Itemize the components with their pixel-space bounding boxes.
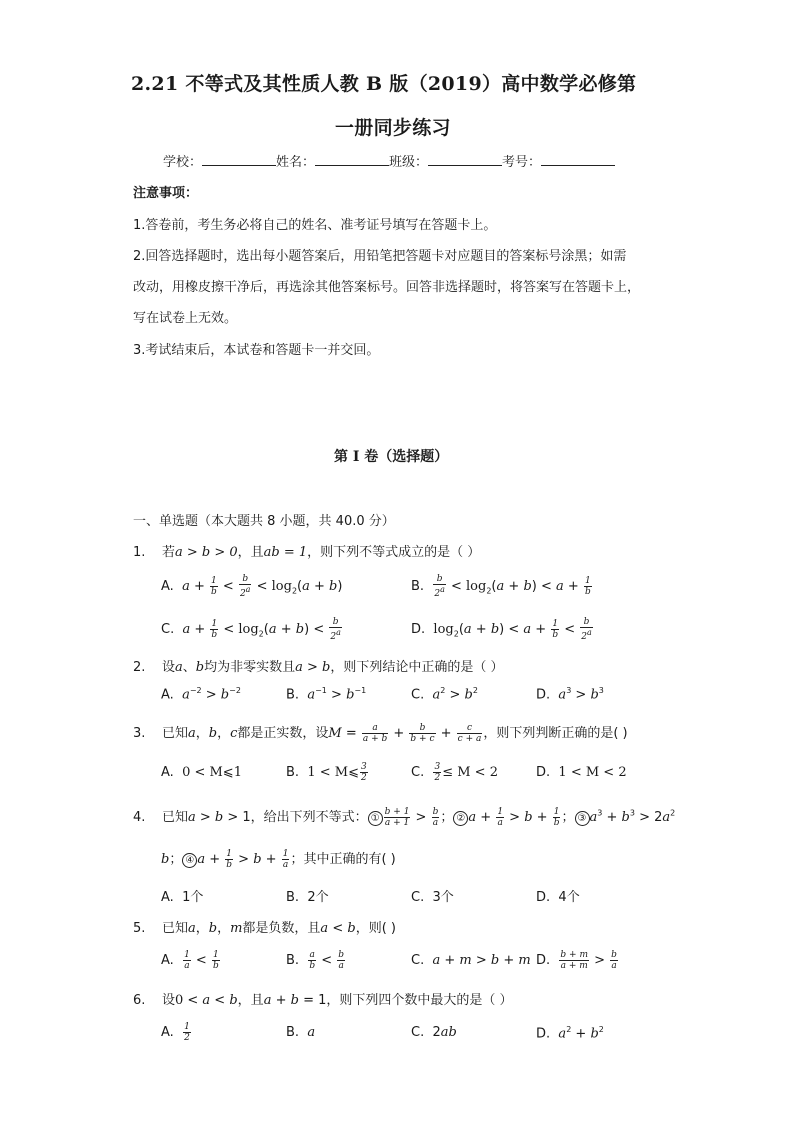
- notice-heading: 注意事项：: [133, 186, 199, 201]
- q5-number: 5.: [133, 921, 146, 936]
- q4-option-b[interactable]: B. 2个: [286, 890, 329, 905]
- statement-1-marker: ①: [368, 811, 383, 826]
- volume-title: 第 I 卷（选择题）: [334, 449, 449, 465]
- q1-option-c[interactable]: C. a + $\frac{1}{b}$ < $\log_2(a + b)$ < $\frac{b}{2a}$: [161, 617, 341, 642]
- question-1-stem: 1. 若a > b > 0，且ab = 1，则下列不等式成立的是（ ）: [133, 545, 481, 560]
- question-4-stem: 4. 已知a > b > 1，给出下列不等式： ① $\frac{b + 1}{a + 1}$ > $\frac{b}{a}$ ； ② a + $\frac{1}{a}$ > b + $\frac{1}{b}$ ； ③ $a^3 + b^3 > 2a^2$: [133, 807, 676, 828]
- school-blank[interactable]: [202, 153, 276, 166]
- q3-option-b[interactable]: B. 1 < M⩽ $\frac{3}{2}$: [286, 762, 367, 783]
- q6-option-a[interactable]: A. $\frac{1}{2}$: [161, 1022, 190, 1043]
- document-title-line1: 2.21 不等式及其性质人教 B 版（2019）高中数学必修第: [131, 73, 637, 95]
- q3-number: 3.: [133, 726, 146, 741]
- q3-option-d[interactable]: D. 1 < M < 2: [536, 765, 627, 780]
- q1-option-d[interactable]: D. $\log_2(a + b) < a$ + $\frac{1}{b}$ < $\frac{b}{2a}$: [411, 617, 592, 642]
- section-title: 一、单选题（本大题共 8 小题，共 40.0 分）: [133, 514, 395, 529]
- statement-2-marker: ②: [453, 811, 468, 826]
- notice-item-2-line1: 2.回答选择题时，选出每小题答案后，用铅笔把答题卡对应题目的答案标号涂黑；如需: [133, 249, 627, 264]
- q1-option-a[interactable]: A. a + $\frac{1}{b}$ < $\frac{b}{2a}$ < $\log_2(a + b)$: [161, 574, 343, 599]
- q5-option-d[interactable]: D. $\frac{b + m}{a + m}$ > $\frac{b}{a}$: [536, 950, 617, 971]
- q6-option-b[interactable]: B. a: [286, 1025, 316, 1040]
- name-blank[interactable]: [315, 153, 389, 166]
- notice-item-1: 1.答卷前，考生务必将自己的姓名、准考证号填写在答题卡上。: [133, 218, 497, 233]
- q4-number: 4.: [133, 810, 146, 825]
- q3-option-c[interactable]: C. $\frac{3}{2}$ ≤ M < 2: [411, 762, 498, 783]
- q5-option-a[interactable]: A. $\frac{1}{a}$ < $\frac{1}{b}$: [161, 950, 219, 971]
- statement-3-marker: ③: [575, 811, 590, 826]
- school-label: 学校：: [163, 155, 203, 170]
- question-3-stem: 3. 已知a，b，c都是正实数，设M = $\frac{a}{a + b}$ + $\frac{b}{b + c}$ + $\frac{c}{c + a}$ ，则下列判断正确的是( ): [133, 723, 628, 744]
- name-label: 姓名：: [276, 155, 316, 170]
- q6-option-d[interactable]: D. $a^2 + b^2$: [536, 1025, 604, 1042]
- q3-option-a[interactable]: A. 0 < M⩽1: [161, 765, 242, 780]
- question-4-stem-cont: b； ④ a + $\frac{1}{b}$ > b + $\frac{1}{a}$ ；其中正确的有( ): [161, 849, 396, 870]
- question-6-stem: 6. 设0 < a < b，且a + b = 1，则下列四个数中最大的是（ ）: [133, 993, 513, 1008]
- q5-option-b[interactable]: B. $\frac{a}{b}$ < $\frac{b}{a}$: [286, 950, 345, 971]
- q6-number: 6.: [133, 993, 146, 1008]
- q2-option-d[interactable]: D. $a^3 > b^3$: [536, 686, 604, 703]
- exam-no-blank[interactable]: [541, 153, 615, 166]
- q2-option-b[interactable]: B. $a^{-1} > b^{-1}$: [286, 686, 367, 703]
- statement-4-marker: ④: [182, 853, 197, 868]
- q2-number: 2.: [133, 660, 146, 675]
- q1-number: 1.: [133, 545, 146, 560]
- class-blank[interactable]: [428, 153, 502, 166]
- q1-option-b[interactable]: B. $\frac{b}{2a}$ < $\log_2(a + b) < a$ + $\frac{1}{b}$: [411, 574, 591, 599]
- exam-no-label: 考号：: [502, 155, 542, 170]
- notice-item-3: 3.考试结束后，本试卷和答题卡一并交回。: [133, 343, 380, 358]
- q4-option-a[interactable]: A. 1个: [161, 890, 204, 905]
- question-5-stem: 5. 已知a，b，m都是负数，且a < b，则( ): [133, 921, 396, 936]
- notice-item-2-line2: 改动，用橡皮擦干净后，再选涂其他答案标号。回答非选择题时，将答案写在答题卡上，: [133, 280, 641, 295]
- q2-option-a[interactable]: A. $a^{-2} > b^{-2}$: [161, 686, 241, 703]
- notice-item-2-line3: 写在试卷上无效。: [133, 311, 238, 326]
- question-2-stem: 2. 设a、b均为非零实数且a > b，则下列结论中正确的是（ ）: [133, 660, 504, 675]
- q2-option-c[interactable]: C. $a^2 > b^2$: [411, 686, 478, 703]
- q5-option-c[interactable]: C. a + m > b + m: [411, 953, 531, 968]
- info-fields-row: [163, 151, 615, 170]
- document-title-line2: 一册同步练习: [335, 117, 451, 139]
- q6-option-c[interactable]: C. 2ab: [411, 1025, 457, 1040]
- q4-option-c[interactable]: C. 3个: [411, 890, 454, 905]
- q4-option-d[interactable]: D. 4个: [536, 890, 580, 905]
- class-label: 班级：: [389, 155, 429, 170]
